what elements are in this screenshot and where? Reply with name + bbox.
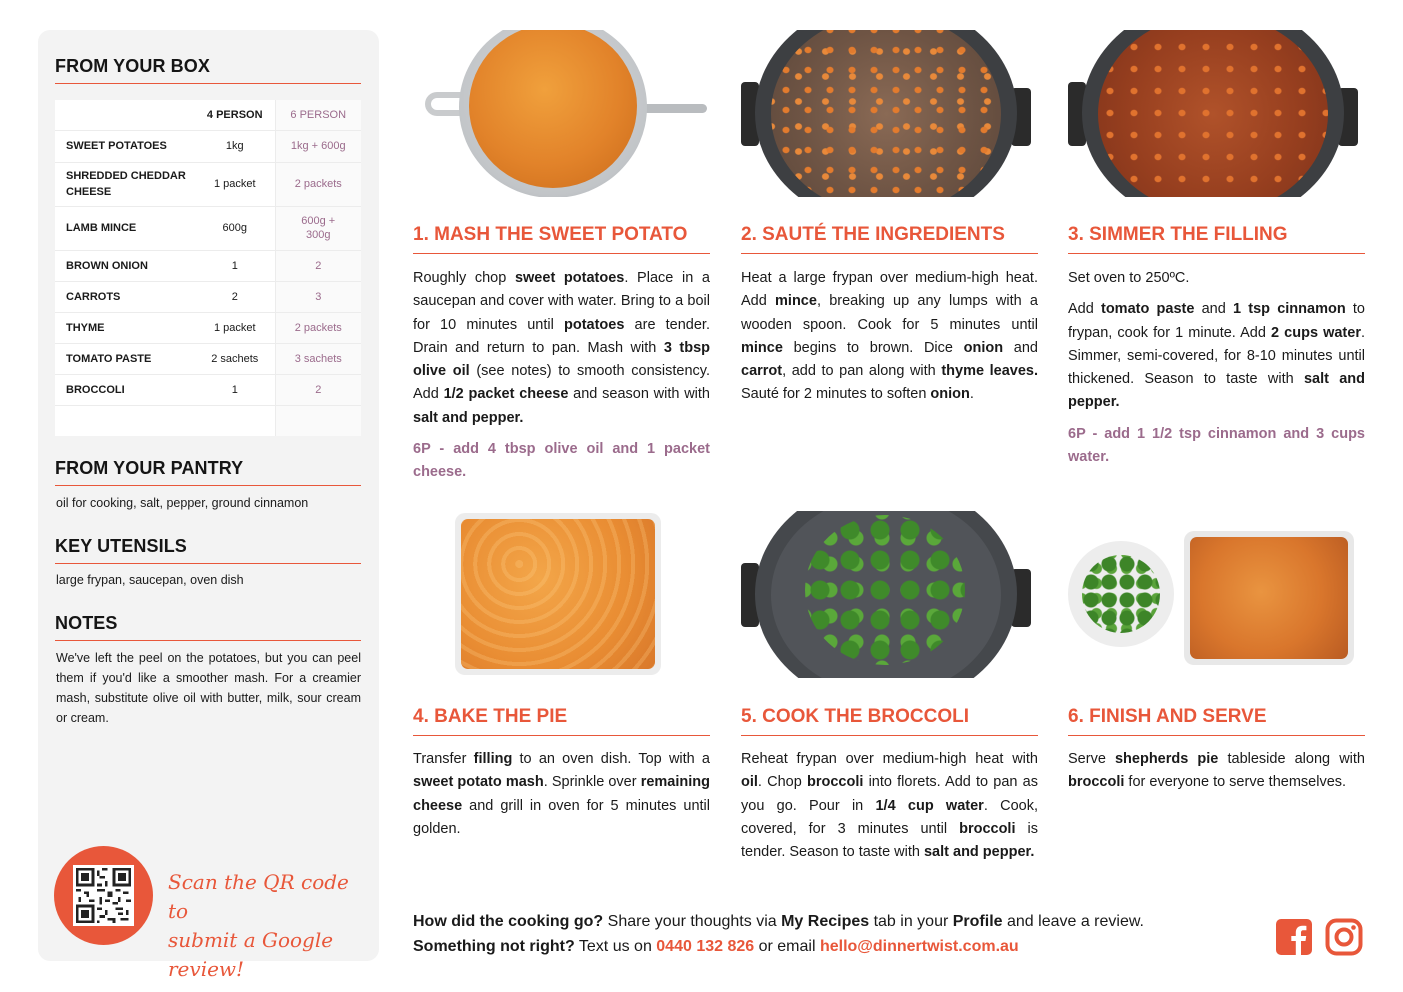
ingredient-name: BROWN ONION <box>55 250 195 281</box>
pantry-text: oil for cooking, salt, pepper, ground cinnamon <box>56 496 309 510</box>
qr-caption <box>168 868 358 984</box>
qty-6-person: 3 <box>275 281 361 312</box>
qty-4-person: 1kg <box>195 130 275 162</box>
step-1-body <box>413 267 710 493</box>
instagram-icon[interactable] <box>1325 918 1363 956</box>
from-your-pantry-title: FROM YOUR PANTRY <box>55 458 361 486</box>
qty-6-person: 3 sachets <box>275 343 361 374</box>
ingredient-name: SWEET POTATOES <box>55 130 195 162</box>
qty-6-person: 2 <box>275 250 361 281</box>
step-1-photo <box>413 30 710 197</box>
sidebar <box>38 30 379 981</box>
step-4-photo <box>413 511 710 678</box>
step-3-title: 3. SIMMER THE FILLING <box>1068 224 1365 254</box>
qty-4-person: 1 <box>195 374 275 405</box>
table-row <box>55 312 361 343</box>
step-paragraph: Heat a large frypan over medium-high heat. Add mince, breaking up any lumps with a wooden spoon. Cook for 5 minutes until mince begins to brown. Dice onion and carrot, add to pan along with thyme leaves. Sauté for 2 minutes to soften onion. <box>741 270 1038 403</box>
table-row <box>55 250 361 281</box>
ingredient-name: THYME <box>55 312 195 343</box>
table-row-spacer <box>55 405 361 436</box>
ingredients-table <box>55 100 361 436</box>
notes-text: We've left the peel on the potatoes, but you can peel them if you'd like a smoother mash. For a creamier mash, substitute olive oil with butter, milk, sour cream or cream. <box>56 651 361 725</box>
qty-6-person: 2 <box>275 374 361 405</box>
key-utensils-title: KEY UTENSILS <box>55 536 361 564</box>
step-5-body <box>741 748 1038 872</box>
qty-4-person: 1 packet <box>195 312 275 343</box>
six-person-note: 6P - add 4 tbsp olive oil and 1 packet cheese. <box>413 441 710 481</box>
step-5-photo <box>741 511 1038 678</box>
step-6-photo <box>1068 511 1365 678</box>
qty-4-person: 1 <box>195 250 275 281</box>
step-4-title: 4. BAKE THE PIE <box>413 706 710 736</box>
step-1-title: 1. MASH THE SWEET POTATO <box>413 224 710 254</box>
footer-contact-line: Something not right? Text us on 0440 132 826 or email hello@dinnertwist.com.au <box>413 938 1019 955</box>
ingredient-name: CARROTS <box>55 281 195 312</box>
table-row <box>55 130 361 162</box>
table-header-row <box>55 100 361 130</box>
table-row <box>55 162 361 206</box>
footer <box>413 909 1263 959</box>
header-4-person: 4 PERSON <box>195 100 275 130</box>
step-6-title: 6. FINISH AND SERVE <box>1068 706 1365 736</box>
step-paragraph: Set oven to 250ºC. <box>1068 270 1190 286</box>
facebook-icon[interactable] <box>1275 918 1313 956</box>
six-person-note: 6P - add 1 1/2 tsp cinnamon and 3 cups water. <box>1068 425 1365 466</box>
table-row <box>55 343 361 374</box>
ingredient-name: SHREDDED CHEDDAR CHEESE <box>55 162 195 206</box>
step-5-title: 5. COOK THE BROCCOLI <box>741 706 1038 736</box>
qr-code-icon[interactable] <box>73 865 134 926</box>
qty-4-person: 2 sachets <box>195 343 275 374</box>
qty-4-person: 600g <box>195 206 275 250</box>
header-6-person: 6 PERSON <box>275 100 361 130</box>
utensils-text: large frypan, saucepan, oven dish <box>56 573 244 587</box>
step-2-body <box>741 267 1038 415</box>
qty-6-person: 2 packets <box>275 312 361 343</box>
qty-4-person: 2 <box>195 281 275 312</box>
qty-6-person: 2 packets <box>275 162 361 206</box>
notes-title: NOTES <box>55 613 361 641</box>
ingredient-name: TOMATO PASTE <box>55 343 195 374</box>
ingredient-name: LAMB MINCE <box>55 206 195 250</box>
step-4-body <box>413 748 710 849</box>
footer-review-line: How did the cooking go? Share your thoughts via My Recipes tab in your Profile and leave a review. <box>413 913 1144 930</box>
step-3-photo <box>1068 30 1365 197</box>
step-paragraph: Roughly chop sweet potatoes. Place in a saucepan and cover with water. Bring to a boil for 10 minutes until potatoes are tender. Drain and return to pan. Mash with 3 tbsp olive oil (see notes) to smooth consistency. Add 1/2 packet cheese and season with with salt and pepper. <box>413 270 711 426</box>
step-paragraph: Serve shepherds pie tableside along with broccoli for everyone to serve themselves. <box>1068 751 1365 791</box>
qty-6-person: 600g + 300g <box>275 206 361 250</box>
qr-badge <box>54 846 153 945</box>
table-row <box>55 281 361 312</box>
qty-6-person: 1kg + 600g <box>275 130 361 162</box>
qr-caption-line2: submit a Google review! <box>168 928 334 981</box>
qr-caption-line1: Scan the QR code to <box>168 870 349 923</box>
table-row <box>55 374 361 405</box>
step-2-title: 2. SAUTÉ THE INGREDIENTS <box>741 224 1038 254</box>
step-paragraph: Transfer filling to an oven dish. Top with a sweet potato mash. Sprinkle over remaining cheese and grill in oven for 5 minutes until golden. <box>413 751 710 837</box>
step-paragraph: Reheat frypan over medium-high heat with oil. Chop broccoli into florets. Add to pan as you go. Pour in 1/4 cup water. Cook, covered, for 3 minutes until broccoli is tender. Season to taste with salt and pepper. <box>741 751 1038 861</box>
from-your-box-title: FROM YOUR BOX <box>55 56 361 84</box>
table-header-blank <box>55 100 195 130</box>
step-paragraph: Add tomato paste and 1 tsp cinnamon to frypan, cook for 1 minute. Add 2 cups water. Simmer, semi-covered, for 8-10 minutes until thickened. Season to taste with salt and pepper. <box>1068 301 1366 411</box>
table-row <box>55 206 361 250</box>
step-3-body <box>1068 267 1365 477</box>
step-6-body <box>1068 748 1365 803</box>
qty-4-person: 1 packet <box>195 162 275 206</box>
step-2-photo <box>741 30 1038 197</box>
ingredient-name: BROCCOLI <box>55 374 195 405</box>
